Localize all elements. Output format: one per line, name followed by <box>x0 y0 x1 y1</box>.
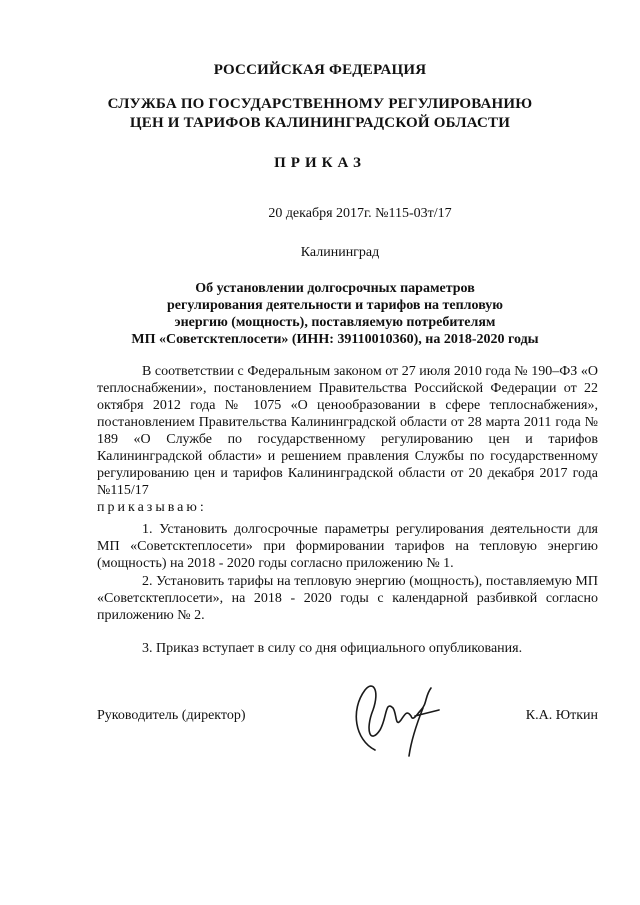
preamble-text: В соответствии с Федеральным законом от 27 июля 2010 года № 190–ФЗ «О теплоснабжении», постановлением Правительства Российской Федерации от 22 октября 2012 года № 1075 «О ценообразовании в сфере теплоснабжения», постановлением Правительства Калининградской области от 28 марта 2011 года № 189 «О Службе по государственному регулированию цен и тарифов Калининградской области» и решением правления Службы по государственному регулированию цен и тарифов Калининградской области от 20 декабря 2017 года №115/17 <box>97 364 598 498</box>
service-heading-line2: ЦЕН И ТАРИФОВ КАЛИНИНГРАДСКОЙ ОБЛАСТИ <box>129 115 511 131</box>
order-item-1: 1. Установить долгосрочные параметры регулирования деятельности для МП «Советсктеплосети» при формировании тарифов на тепловую энергию (мощность) на 2018 - 2020 годы согласно приложению № 1. <box>97 522 598 571</box>
signatory-role: Руководитель (директор) <box>97 708 246 723</box>
city: Калининград <box>300 245 380 260</box>
document-subject <box>90 280 580 348</box>
date-and-number: 20 декабря 2017г. №115-03т/17 <box>268 206 452 221</box>
document-type-heading: ПРИКАЗ <box>274 155 366 171</box>
service-heading-line1: СЛУЖБА ПО ГОСУДАРСТВЕННОМУ РЕГУЛИРОВАНИЮ <box>107 96 533 112</box>
preamble-paragraph <box>97 363 598 516</box>
handwritten-signature-icon <box>335 670 455 760</box>
signatory-name: К.А. Юткин <box>525 708 598 723</box>
subject-line: регулирования деятельности и тарифов на тепловую <box>167 298 503 313</box>
orders-word: приказываю: <box>97 500 207 515</box>
subject-line: Об установлении долгосрочных параметров <box>195 281 475 296</box>
subject-line: МП «Советсктеплосети» (ИНН: 39110010360), на 2018-2020 годы <box>131 332 539 347</box>
order-item-3: 3. Приказ вступает в силу со дня официального опубликования. <box>142 641 523 656</box>
subject-line: энергию (мощность), поставляемую потребителям <box>174 315 496 330</box>
country-heading: РОССИЙСКАЯ ФЕДЕРАЦИЯ <box>213 62 427 78</box>
order-item-2: 2. Установить тарифы на тепловую энергию (мощность), поставляемую МП «Советсктеплосети», на 2018 - 2020 годы с календарной разбивкой согласно приложению № 2. <box>97 574 598 623</box>
